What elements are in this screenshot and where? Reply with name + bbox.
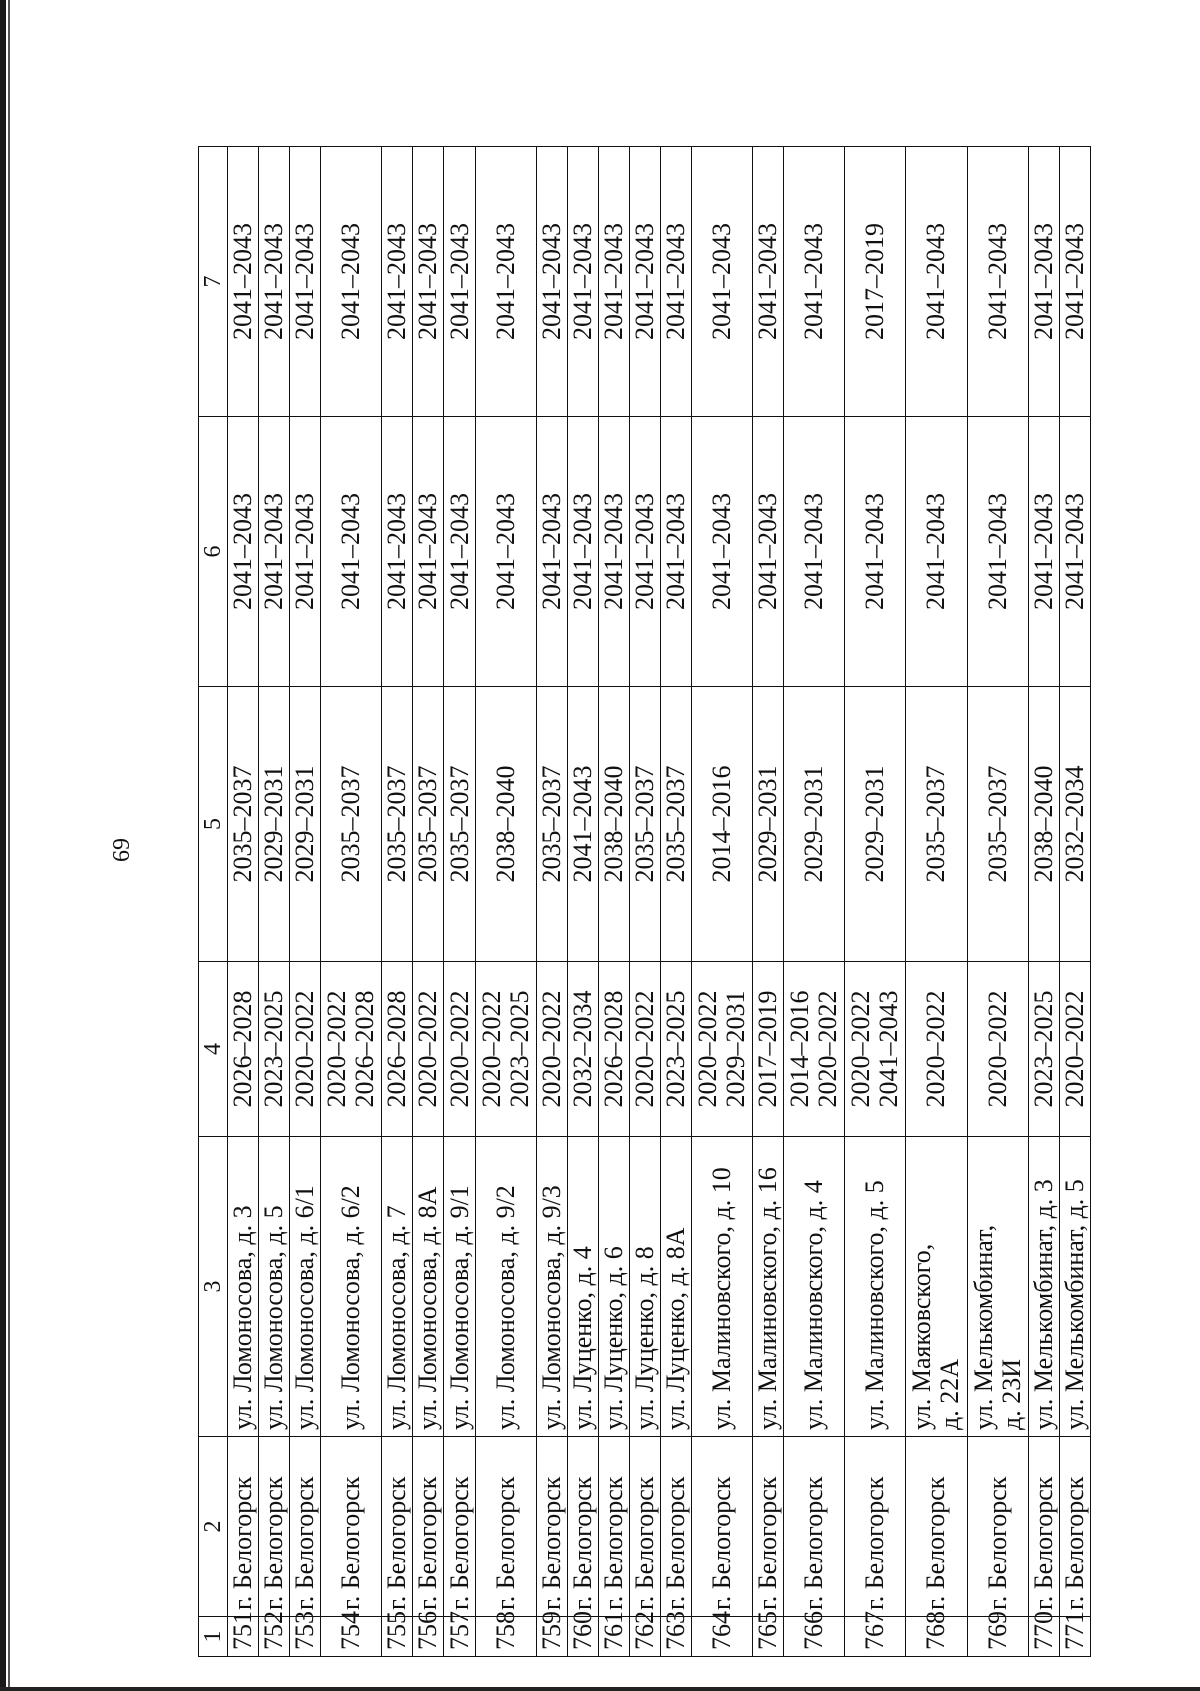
table-cell-city: г. Белогорск: [228, 1437, 259, 1617]
table-row: [321, 147, 382, 1657]
table-cell-p4: 2020–2022 2023–2025: [475, 962, 536, 1137]
table-cell-city: г. Белогорск: [845, 1437, 906, 1617]
table-row: [444, 147, 475, 1657]
table-cell-p6: 2041–2043: [475, 417, 536, 687]
table-cell-city: г. Белогорск: [753, 1437, 784, 1617]
table-cell-p4: 2020–2022: [1059, 962, 1090, 1137]
table-cell-p6: 2041–2043: [598, 417, 629, 687]
table-cell-n: 763: [660, 1617, 691, 1657]
table-cell-address: ул. Ломоносова, д. 9/2: [475, 1137, 536, 1437]
table-cell-n: 761: [598, 1617, 629, 1657]
table-cell-address: ул. Маяковского, д. 22А: [906, 1137, 967, 1437]
table-cell-p6: 2041–2043: [1028, 417, 1059, 687]
table-cell-p4: 2020–2022 2041–2043: [845, 962, 906, 1137]
table-cell-n: 768: [906, 1617, 967, 1657]
table-cell-p5: 2014–2016: [692, 687, 753, 962]
table-cell-n: 765: [753, 1617, 784, 1657]
table-cell-p6: 2041–2043: [845, 417, 906, 687]
table-row: [784, 147, 845, 1657]
table-cell-p4: 2023–2025: [259, 962, 290, 1137]
table-cell-address: ул. Луценко, д. 4: [567, 1137, 598, 1437]
table-cell-p5: 2032–2034: [1059, 687, 1090, 962]
table-cell-city: г. Белогорск: [382, 1437, 413, 1617]
table-cell-p6: 2041–2043: [629, 417, 660, 687]
column-header: 4: [199, 962, 228, 1137]
table-cell-p7: 2041–2043: [753, 147, 784, 417]
table-cell-n: 751: [228, 1617, 259, 1657]
table-cell-n: 770: [1028, 1617, 1059, 1657]
table-row: [382, 147, 413, 1657]
table-cell-address: ул. Ломоносова, д. 9/1: [444, 1137, 475, 1437]
table-cell-p6: 2041–2043: [321, 417, 382, 687]
column-header: 5: [199, 687, 228, 962]
table-cell-n: 759: [536, 1617, 567, 1657]
table-cell-city: г. Белогорск: [259, 1437, 290, 1617]
table-cell-n: 767: [845, 1617, 906, 1657]
table-cell-p6: 2041–2043: [536, 417, 567, 687]
table-cell-p4: 2020–2022: [413, 962, 444, 1137]
table-cell-p6: 2041–2043: [660, 417, 691, 687]
table-row: [413, 147, 444, 1657]
table-cell-p5: 2035–2037: [321, 687, 382, 962]
table-cell-p7: 2041–2043: [290, 147, 321, 417]
table-cell-city: г. Белогорск: [567, 1437, 598, 1617]
table-header-row: [199, 147, 228, 1657]
table-cell-p7: 2041–2043: [567, 147, 598, 417]
table-cell-p7: 2041–2043: [1059, 147, 1090, 417]
table-cell-p5: 2035–2037: [906, 687, 967, 962]
table-cell-address: ул. Ломоносова, д. 9/3: [536, 1137, 567, 1437]
table-cell-p5: 2035–2037: [382, 687, 413, 962]
table-cell-p5: 2029–2031: [845, 687, 906, 962]
table-cell-p4: 2020–2022: [629, 962, 660, 1137]
table-cell-p6: 2041–2043: [753, 417, 784, 687]
table-cell-p4: 2017–2019: [753, 962, 784, 1137]
table-cell-p6: 2041–2043: [228, 417, 259, 687]
table-cell-p5: 2029–2031: [784, 687, 845, 962]
table-cell-n: 771: [1059, 1617, 1090, 1657]
table-cell-city: г. Белогорск: [475, 1437, 536, 1617]
table-cell-p4: 2032–2034: [567, 962, 598, 1137]
table-cell-p4: 2020–2022: [536, 962, 567, 1137]
table-cell-p5: 2029–2031: [259, 687, 290, 962]
table-cell-address: ул. Малиновского, д. 10: [692, 1137, 753, 1437]
table-row: [629, 147, 660, 1657]
table-cell-city: г. Белогорск: [1028, 1437, 1059, 1617]
table-cell-p4: 2023–2025: [1028, 962, 1059, 1137]
table-cell-address: ул. Ломоносова, д. 6/2: [321, 1137, 382, 1437]
table-cell-n: 766: [784, 1617, 845, 1657]
table-cell-p6: 2041–2043: [567, 417, 598, 687]
table-cell-p4: 2020–2022: [967, 962, 1028, 1137]
table-cell-p7: 2041–2043: [413, 147, 444, 417]
table-cell-p5: 2035–2037: [228, 687, 259, 962]
table-cell-city: г. Белогорск: [536, 1437, 567, 1617]
table-cell-p7: 2041–2043: [906, 147, 967, 417]
table-cell-p5: 2035–2037: [967, 687, 1028, 962]
table-cell-n: 754: [321, 1617, 382, 1657]
table-row: [1059, 147, 1090, 1657]
table-cell-p4: 2020–2022 2029–2031: [692, 962, 753, 1137]
table-row: [845, 147, 906, 1657]
column-header: 7: [199, 147, 228, 417]
table-cell-n: 764: [692, 1617, 753, 1657]
table-cell-p7: 2041–2043: [629, 147, 660, 417]
table-cell-n: 756: [413, 1617, 444, 1657]
table-cell-p5: 2035–2037: [413, 687, 444, 962]
rotated-table-container: [198, 147, 1091, 1657]
table-cell-n: 753: [290, 1617, 321, 1657]
table-row: [259, 147, 290, 1657]
scan-edge-bottom: [0, 1687, 1200, 1691]
table-row: [536, 147, 567, 1657]
schedule-table: [198, 146, 1091, 1657]
table-row: [475, 147, 536, 1657]
table-row: [692, 147, 753, 1657]
table-cell-p7: 2041–2043: [321, 147, 382, 417]
table-row: [753, 147, 784, 1657]
table-cell-p6: 2041–2043: [444, 417, 475, 687]
table-cell-city: г. Белогорск: [321, 1437, 382, 1617]
table-cell-p4: 2020–2022 2026–2028: [321, 962, 382, 1137]
table-cell-p5: 2029–2031: [753, 687, 784, 962]
table-cell-city: г. Белогорск: [629, 1437, 660, 1617]
table-cell-address: ул. Ломоносова, д. 8А: [413, 1137, 444, 1437]
table-cell-address: ул. Малиновского, д. 5: [845, 1137, 906, 1437]
table-row: [228, 147, 259, 1657]
table-cell-city: г. Белогорск: [413, 1437, 444, 1617]
table-cell-n: 769: [967, 1617, 1028, 1657]
table-cell-address: ул. Ломоносова, д. 7: [382, 1137, 413, 1437]
table-cell-p7: 2041–2043: [692, 147, 753, 417]
table-cell-p7: 2041–2043: [660, 147, 691, 417]
table-cell-p4: 2020–2022: [906, 962, 967, 1137]
table-cell-city: г. Белогорск: [598, 1437, 629, 1617]
table-cell-p6: 2041–2043: [259, 417, 290, 687]
table-cell-address: ул. Малиновского, д. 4: [784, 1137, 845, 1437]
table-cell-city: г. Белогорск: [906, 1437, 967, 1617]
table-cell-p5: 2035–2037: [536, 687, 567, 962]
column-header: 6: [199, 417, 228, 687]
table-cell-p6: 2041–2043: [692, 417, 753, 687]
table-cell-p7: 2041–2043: [444, 147, 475, 417]
table-cell-city: г. Белогорск: [660, 1437, 691, 1617]
page-number: 69: [109, 838, 135, 862]
table-row: [1028, 147, 1059, 1657]
table-cell-n: 755: [382, 1617, 413, 1657]
column-header: 2: [199, 1437, 228, 1617]
table-cell-n: 757: [444, 1617, 475, 1657]
table-body: [228, 147, 1091, 1657]
table-cell-p6: 2041–2043: [290, 417, 321, 687]
table-cell-p4: 2014–2016 2020–2022: [784, 962, 845, 1137]
table-cell-city: г. Белогорск: [290, 1437, 321, 1617]
table-cell-p4: 2020–2022: [444, 962, 475, 1137]
table-cell-p7: 2041–2043: [967, 147, 1028, 417]
table-cell-city: г. Белогорск: [1059, 1437, 1090, 1617]
table-cell-p6: 2041–2043: [413, 417, 444, 687]
table-cell-p6: 2041–2043: [784, 417, 845, 687]
table-cell-p5: 2038–2040: [475, 687, 536, 962]
table-cell-address: ул. Мелькомбинат, д. 23И: [967, 1137, 1028, 1437]
table-cell-p6: 2041–2043: [1059, 417, 1090, 687]
scan-edge-left: [0, 0, 6, 1691]
table-cell-address: ул. Малиновского, д. 16: [753, 1137, 784, 1437]
table-cell-city: г. Белогорск: [692, 1437, 753, 1617]
table-cell-city: г. Белогорск: [444, 1437, 475, 1617]
scan-edge-line: [8, 0, 10, 1691]
table-row: [290, 147, 321, 1657]
table-cell-p6: 2041–2043: [906, 417, 967, 687]
table-cell-address: ул. Ломоносова, д. 5: [259, 1137, 290, 1437]
table-cell-p6: 2041–2043: [382, 417, 413, 687]
table-cell-p7: 2041–2043: [475, 147, 536, 417]
table-cell-address: ул. Мелькомбинат, д. 3: [1028, 1137, 1059, 1437]
table-cell-p7: 2041–2043: [228, 147, 259, 417]
table-cell-p4: 2026–2028: [598, 962, 629, 1137]
table-cell-p7: 2041–2043: [259, 147, 290, 417]
table-cell-n: 752: [259, 1617, 290, 1657]
table-row: [967, 147, 1028, 1657]
column-header: 1: [199, 1617, 228, 1657]
table-cell-address: ул. Луценко, д. 8: [629, 1137, 660, 1437]
table-cell-p5: 2029–2031: [290, 687, 321, 962]
table-cell-p4: 2026–2028: [382, 962, 413, 1137]
table-cell-p7: 2017–2019: [845, 147, 906, 417]
table-cell-address: ул. Луценко, д. 6: [598, 1137, 629, 1437]
table-cell-city: г. Белогорск: [967, 1437, 1028, 1617]
column-header: 3: [199, 1137, 228, 1437]
table-cell-n: 762: [629, 1617, 660, 1657]
table-cell-p7: 2041–2043: [784, 147, 845, 417]
table-cell-p7: 2041–2043: [536, 147, 567, 417]
table-cell-p7: 2041–2043: [1028, 147, 1059, 417]
table-row: [660, 147, 691, 1657]
table-row: [906, 147, 967, 1657]
table-cell-address: ул. Ломоносова, д. 3: [228, 1137, 259, 1437]
table-cell-p5: 2038–2040: [1028, 687, 1059, 962]
table-row: [567, 147, 598, 1657]
table-cell-n: 760: [567, 1617, 598, 1657]
table-cell-p7: 2041–2043: [382, 147, 413, 417]
table-cell-p5: 2041–2043: [567, 687, 598, 962]
table-cell-p4: 2026–2028: [228, 962, 259, 1137]
table-cell-address: ул. Мелькомбинат, д. 5: [1059, 1137, 1090, 1437]
table-cell-p5: 2035–2037: [629, 687, 660, 962]
table-cell-city: г. Белогорск: [784, 1437, 845, 1617]
table-cell-p4: 2023–2025: [660, 962, 691, 1137]
table-cell-p6: 2041–2043: [967, 417, 1028, 687]
table-cell-n: 758: [475, 1617, 536, 1657]
table-cell-p5: 2038–2040: [598, 687, 629, 962]
table-row: [598, 147, 629, 1657]
table-cell-address: ул. Луценко, д. 8А: [660, 1137, 691, 1437]
table-cell-p5: 2035–2037: [660, 687, 691, 962]
table-cell-p7: 2041–2043: [598, 147, 629, 417]
table-cell-p4: 2020–2022: [290, 962, 321, 1137]
table-cell-address: ул. Ломоносова, д. 6/1: [290, 1137, 321, 1437]
table-cell-p5: 2035–2037: [444, 687, 475, 962]
